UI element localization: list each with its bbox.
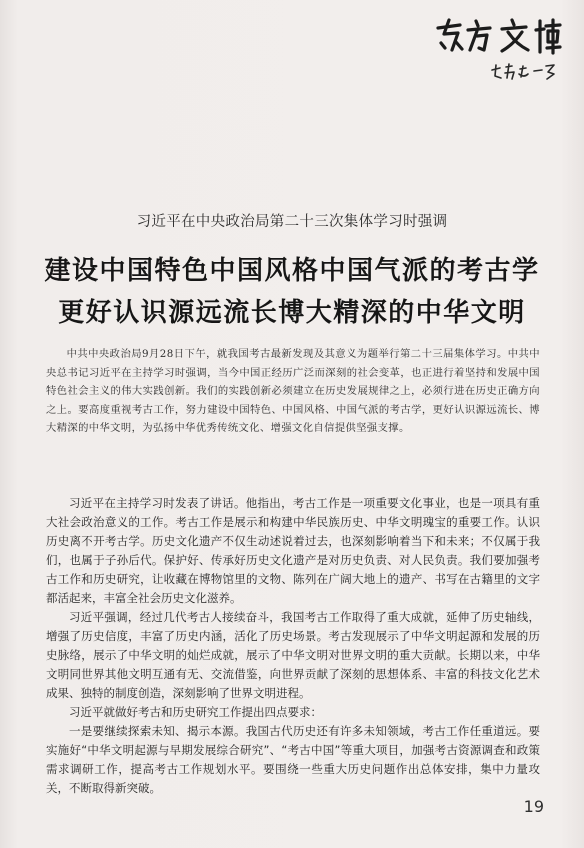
article-lead	[46, 345, 540, 438]
page-number: 19	[523, 797, 544, 816]
column-header	[432, 14, 562, 84]
lead-paragraph: 中共中央政治局9月28日下午，就我国考古最新发现及其意义为题举行第二十三届集体学习。中共中央总书记习近平在主持学习时强调，当今中国正经历广泛而深刻的社会变革，也正进行着坚持和发展中国特色社会主义的伟大实践创新。我们的实践创新必须建立在历史发展规律之上，必须行进在历史正确方向之上。要高度重视考古工作，努力建设中国特色、中国风格、中国气派的考古学，更好认识源远流长、博大精深的中华文明，为弘扬中华优秀传统文化、增强文化自信提供坚强支撑。	[46, 348, 540, 435]
calligraphy-column-title-logo	[432, 16, 562, 58]
calligraphy-signature	[490, 62, 556, 82]
body-paragraph: 习近平在主持学习时发表了讲话。他指出，考古工作是一项重要文化事业，也是一项具有重大社会政治意义的工作。考古工作是展示和构建中华民族历史、中华文明瑰宝的重要工作。认识历史离不开考古学。历史文化遗产不仅生动述说着过去，也深刻影响着当下和未来；不仅属于我们，也属于子孙后代。保护好、传承好历史文化遗产是对历史负责、对人民负责。我们要加强考古工作和历史研究，让收藏在博物馆里的文物、陈列在广阔大地上的遗产、书写在古籍里的文字都活起来，丰富全社会历史文化滋养。	[46, 496, 540, 605]
body-paragraph: 习近平就做好考古和历史研究工作提出四点要求：	[69, 705, 322, 719]
body-paragraph: 习近平强调，经过几代考古人接续奋斗，我国考古工作取得了重大成就，延伸了历史轴线，增强了历史信度，丰富了历史内涵，活化了历史场景。考古发现展示了中华文明起源和发展的历史脉络，展示了中华文明的灿烂成就，展示了中华文明对世界文明的重大贡献。长期以来，中华文明同世界其他文明互通有无、交流借鉴，向世界贡献了深刻的思想体系、丰富的科技文化艺术成果、独特的制度创造，深刻影响了世界文明进程。	[46, 610, 540, 700]
article-body	[46, 494, 540, 798]
body-paragraph: 一是要继续探索未知、揭示本源。我国古代历史还有许多未知领域，考古工作任重道远。要实施好“中华文明起源与早期发展综合研究”、“考古中国”等重大项目，加强考古资源调查和政策需求调研工作，提高考古工作规划水平。要围绕一些重大历史问题作出总体安排，集中力量攻关，不断取得新突破。	[46, 724, 540, 795]
article-headline-line-1: 建设中国特色中国风格中国气派的考古学	[44, 256, 540, 286]
article-kicker: 习近平在中央政治局第二十三次集体学习时强调	[136, 214, 448, 230]
article-headline-line-2: 更好认识源远流长博大精深的中华文明	[58, 298, 526, 328]
